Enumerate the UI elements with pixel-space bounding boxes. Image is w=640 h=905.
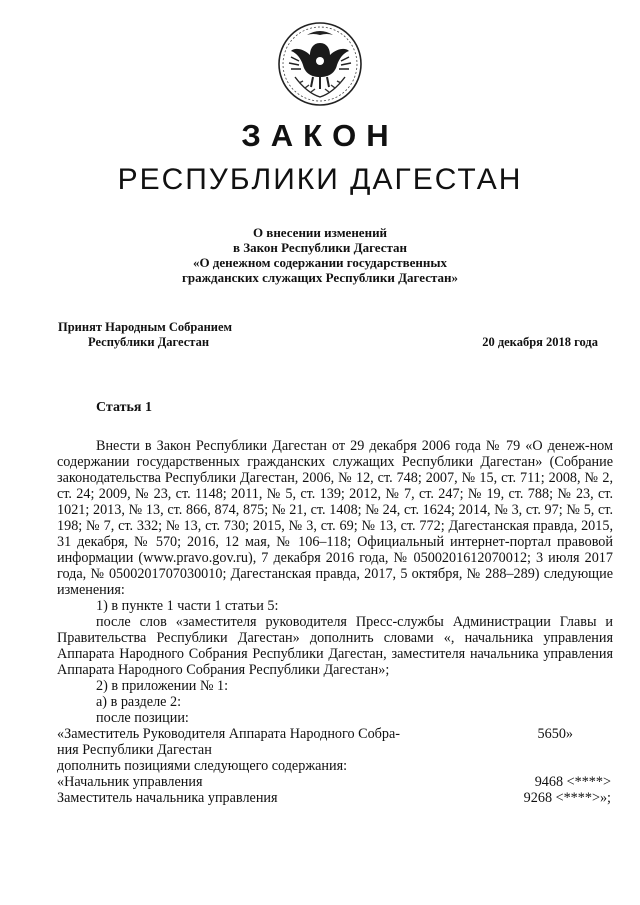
new-position-name: Заместитель начальника управления [57,790,278,806]
item-1: 1) в пункте 1 части 1 статьи 5: [96,598,279,614]
after-position-label: после позиции: [96,710,189,726]
new-position-row [57,790,613,806]
heading-line: в Закон Республики Дагестан [232,240,408,255]
item-2: 2) в приложении № 1: [96,678,229,694]
item-2a: а) в разделе 2: [96,694,182,710]
heading-line: «О денежном содержании государственных [192,255,448,270]
supplement-label: дополнить позициями следующего содержания: [57,758,348,774]
coat-of-arms-emblem [277,21,363,107]
position-name: «Заместитель Руководителя Аппарата Народного Собра- [57,726,400,742]
heading-line: О внесении изменений [252,225,388,240]
article-intro-paragraph: Внести в Закон Республики Дагестан от 29 декабря 2006 года № 79 «О денеж-ном содержании государственных гражданских служащих Республики Дагестан» (Собрание законодательства Республики Дагестан, 2006, № 12, ст. 748; 2007, № 15, ст. 711; 2008, № 2, ст. 24; 2009, № 23, ст. 1148; 2011, № 5, ст. 139; 2012, № 7, ст. 247; № 19, ст. 788; № 23, ст. 1021; 2013, № 13, ст. 866, 874, 875; № 21, ст. 1408; № 24, ст. 1624; 2014, № 3, ст. 97; № 5, ст. 198; № 7, ст. 332; № 13, ст. 730; 2015, № 3, ст. 69; № 13, ст. 772; Дагестанская правда, 2015, 31 декабря, № 570; 2016, 12 мая, № 106–118; Официальный интернет-портал правовой информации (www.pravo.gov.ru), 7 декабря 2016 года, № 0500201612070012; 3 июля 2017 года, № 0500201707030010; Дагестанская правда, 2017, 5 октября, № 288–289) следующие изменения: [57,438,613,598]
law-heading [0,225,640,285]
item-1-text: после слов «заместителя руководителя Пресс-службы Администрации Главы и Правительства Республики Дагестан» дополнить словами «, начальника управления Аппарата Народного Собрания Республики Дагестан, заместителя начальника управления Аппарата Народного Собрания Республики Дагестан»; [57,614,613,678]
heading-line: гражданских служащих Республики Дагестан» [181,270,459,285]
new-position-value: 9468 <****> [534,774,611,790]
new-position-row [57,774,613,790]
new-position-value: 9268 <****>»; [523,790,611,806]
adoption-block [58,320,232,350]
adopted-by-line: Принят Народным Собранием [58,320,233,334]
adoption-date: 20 декабря 2018 года [482,335,598,349]
position-value: 5650» [537,726,573,742]
new-position-name: «Начальник управления [57,774,203,790]
document-subtitle: РЕСПУБЛИКИ ДАГЕСТАН [117,163,523,196]
position-name-continued: ния Республики Дагестан [57,742,212,758]
article-title: Статья 1 [96,400,152,415]
position-row [57,726,613,742]
article-body [57,438,613,806]
adopted-by-line: Республики Дагестан [88,335,210,349]
document-title: ЗАКОН [241,118,399,153]
